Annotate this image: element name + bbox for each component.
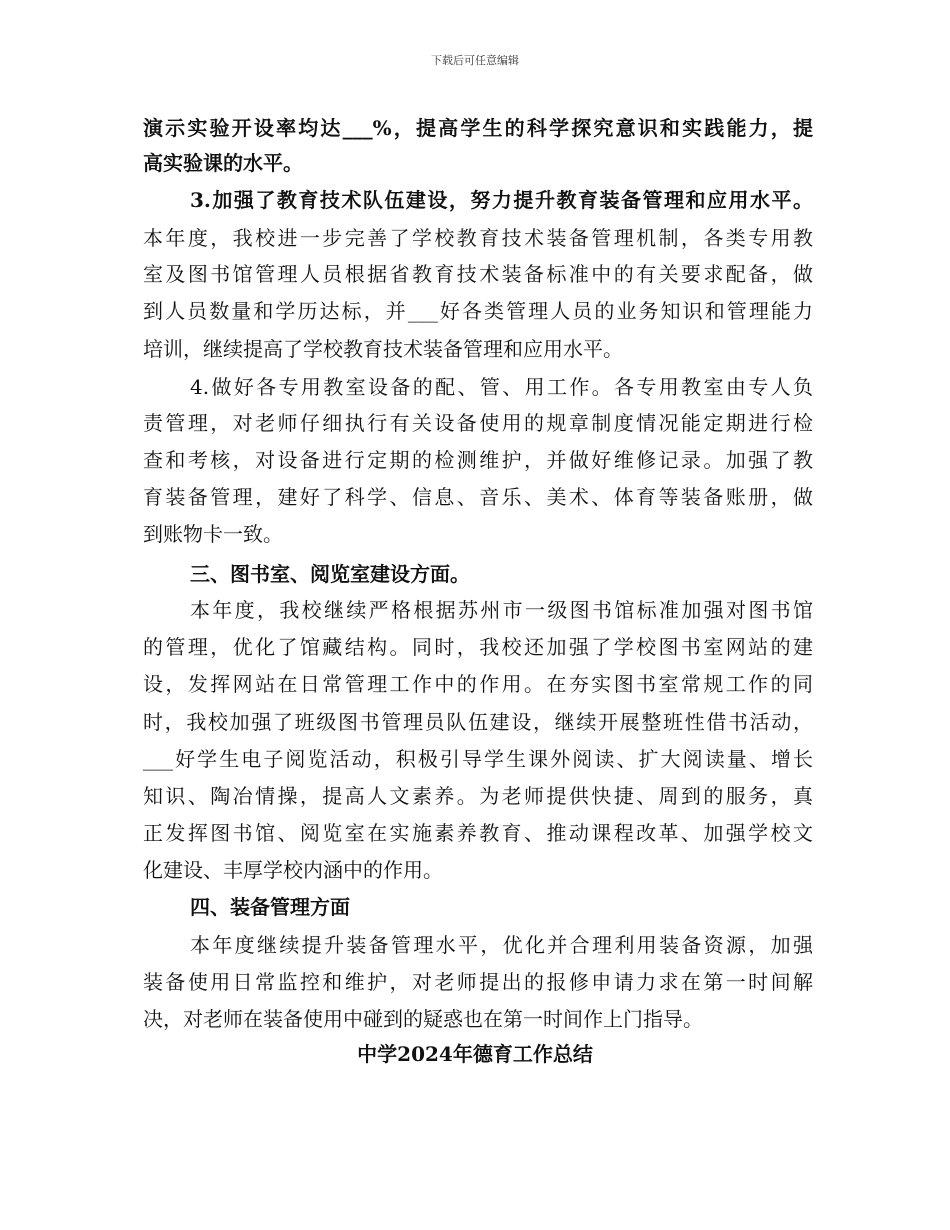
body-line: 培训，继续提高了学校教育技术装备管理和应用水平。	[143, 337, 623, 361]
body-line: 装备使用日常监控和维护，对老师提出的报修申请力求在第一时间解	[143, 970, 813, 994]
body-line: ___好学生电子阅览活动，积极引导学生课外阅读、扩大阅读量、增长	[143, 747, 813, 771]
body-line: 知识、陶冶情操，提高人文素养。为老师提供快捷、周到的服务，真	[143, 784, 813, 808]
section-heading-3: 3.加强了教育技术队伍建设，努力提升教育装备管理和应用水平。	[190, 188, 813, 212]
body-line: 室及图书馆管理人员根据省教育技术装备标准中的有关要求配备，做	[143, 262, 813, 286]
page-header-note: 下载后可任意编辑	[431, 54, 519, 67]
body-line: 演示实验开设率均达___%，提高学生的科学探究意识和实践能力，提	[143, 116, 813, 140]
document-title: 中学2024年德育工作总结	[357, 1042, 593, 1066]
body-line: 责管理，对老师仔细执行有关设备使用的规章制度情况能定期进行检	[143, 411, 813, 435]
body-line: 到人员数量和学历达标，并___好各类管理人员的业务知识和管理能力	[143, 299, 813, 323]
section-heading-equipment: 四、装备管理方面	[190, 895, 350, 919]
body-line: 本年度，我校继续严格根据苏州市一级图书馆标准加强对图书馆	[190, 598, 813, 622]
body-line: 正发挥图书馆、阅览室在实施素养教育、推动课程改革、加强学校文	[143, 821, 813, 845]
body-line: 的管理，优化了馆藏结构。同时，我校还加强了学校图书室网站的建	[143, 635, 813, 659]
body-line: 化建设、丰厚学校内涵中的作用。	[143, 858, 443, 882]
body-line: 决，对老师在装备使用中碰到的疑惑也在第一时间作上门指导。	[143, 1007, 703, 1031]
body-line: 育装备管理，建好了科学、信息、音乐、美术、体育等装备账册，做	[143, 485, 813, 509]
body-line: 本年度继续提升装备管理水平，优化并合理利用装备资源，加强	[190, 933, 813, 957]
body-line: 时，我校加强了班级图书管理员队伍建设，继续开展整班性借书活动，	[143, 710, 813, 734]
body-line: 设，发挥网站在日常管理工作中的作用。在夯实图书室常规工作的同	[143, 672, 813, 696]
body-line: 高实验课的水平。	[143, 151, 303, 175]
body-line: 查和考核，对设备进行定期的检测维护，并做好维修记录。加强了教	[143, 448, 813, 472]
body-line: 本年度，我校进一步完善了学校教育技术装备管理机制，各类专用教	[143, 226, 813, 250]
section-heading-library: 三、图书室、阅览室建设方面。	[190, 562, 470, 586]
body-line: 4.做好各专用教室设备的配、管、用工作。各专用教室由专人负	[190, 375, 813, 399]
body-line: 到账物卡一致。	[143, 522, 283, 546]
